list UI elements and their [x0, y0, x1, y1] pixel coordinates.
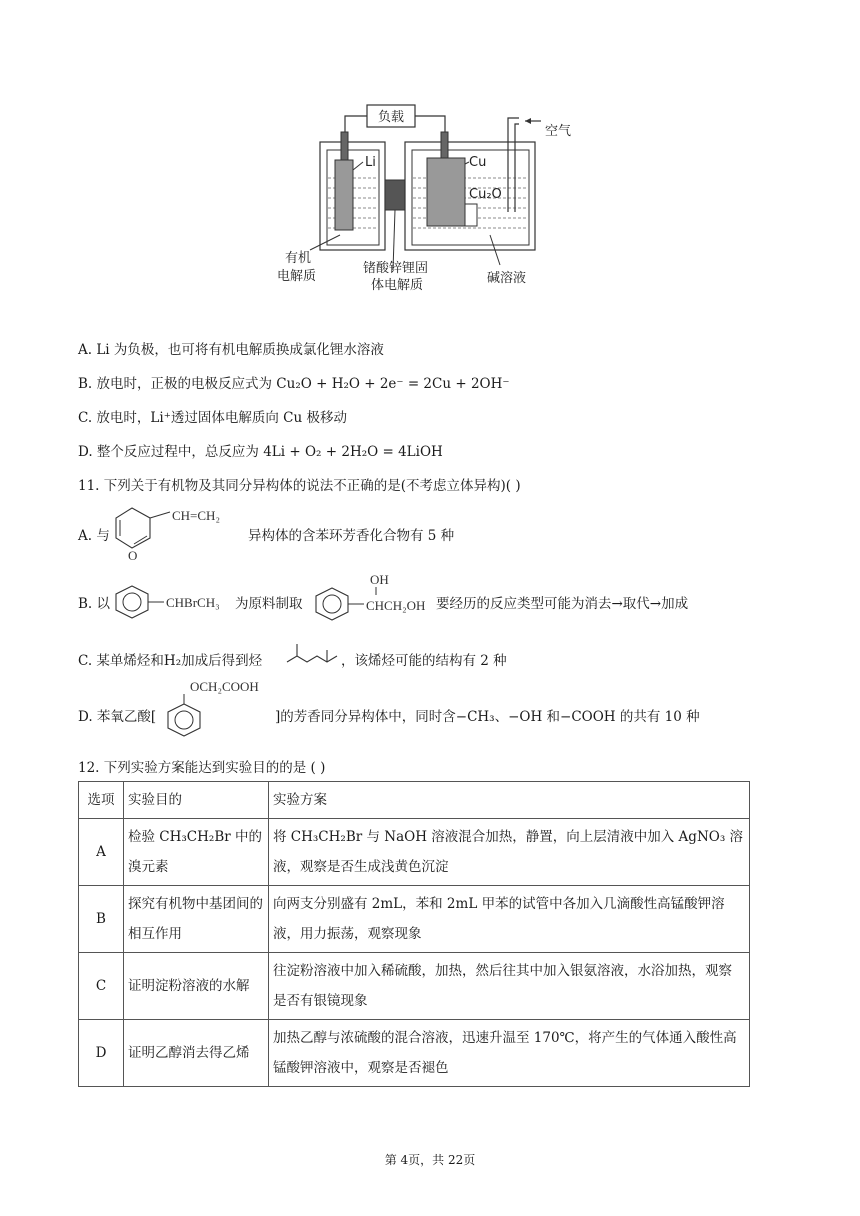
cu-label: Cu	[469, 155, 487, 170]
q11-option-d-prefix: D. 苯氧乙酸[	[78, 709, 157, 725]
battery-diagram	[275, 100, 595, 300]
li-label: Li	[365, 155, 376, 170]
row-purpose: 探究有机物中基团间的相互作用	[124, 886, 269, 953]
row-label: C	[79, 953, 124, 1020]
solid-electrolyte-label-2: 体电解质	[371, 278, 424, 293]
phenoxyacetic-acid-structure	[158, 676, 278, 748]
page-footer: 第 4页，共 22页	[384, 1153, 476, 1167]
dimethylpentane-skeletal	[283, 640, 341, 670]
row-purpose: 检验 CH₃CH₂Br 中的溴元素	[124, 819, 269, 886]
q11-option-a-prefix: A. 与	[78, 528, 110, 544]
q11-stem: 11. 下列关于有机物及其同分异构体的说法不正确的是(不考虑立体异构)( )	[78, 478, 521, 494]
row-plan: 将 CH₃CH₂Br 与 NaOH 溶液混合加热，静置，向上层清液中加入 AgNO₃ 溶液，观察是否生成浅黄色沉淀	[269, 819, 750, 886]
row-label: D	[79, 1020, 124, 1087]
cu2o-label: Cu₂O	[469, 187, 502, 202]
phenyl-ethanediol-structure	[312, 568, 437, 624]
b-mol2-label: CHCH₂OH	[366, 598, 426, 613]
organic-electrolyte-label-1: 有机	[285, 251, 312, 266]
table-row	[79, 1020, 750, 1087]
q11-option-d-suffix: ]的芳香同分异构体中，同时含−CH₃、−OH 和−COOH 的共有 10 种	[275, 709, 700, 725]
table-row	[79, 886, 750, 953]
row-purpose: 证明淀粉溶液的水解	[124, 953, 269, 1020]
q10-option-d: D. 整个反应过程中，总反应为 4Li + O₂ + 2H₂O = 4LiOH	[78, 444, 443, 460]
table-row	[79, 953, 750, 1020]
q12-stem: 12. 下列实验方案能达到实验目的的是 ( )	[78, 760, 326, 776]
q10-option-b: B. 放电时，正极的电极反应式为 Cu₂O + H₂O + 2e⁻ = 2Cu + 2OH⁻	[78, 376, 510, 392]
experiment-table	[78, 781, 750, 1087]
load-label: 负载	[377, 110, 405, 125]
row-plan: 向两支分别盛有 2mL，苯和 2mL 甲苯的试管中各加入几滴酸性高锰酸钾溶液，用力振荡，观察现象	[269, 886, 750, 953]
bromoethylbenzene-structure	[112, 582, 237, 622]
q11-option-b-prefix: B. 以	[78, 596, 111, 612]
b-mol2-oh: OH	[370, 572, 389, 587]
alkali-label: 碱溶液	[487, 271, 527, 286]
b-mol1-label: CHBrCH₃	[166, 595, 220, 610]
header-purpose: 实验目的	[124, 782, 269, 819]
row-label: B	[79, 886, 124, 953]
table-header-row	[79, 782, 750, 819]
svg-text:O: O	[128, 548, 138, 563]
header-option: 选项	[79, 782, 124, 819]
a-mol-label: CH=CH₂	[172, 508, 220, 523]
pyran-vinyl-structure	[112, 500, 247, 565]
q10-option-a: A. Li 为负极，也可将有机电解质换成氯化锂水溶液	[78, 342, 384, 358]
q10-option-c: C. 放电时，Li⁺透过固体电解质向 Cu 极移动	[78, 410, 347, 426]
q11-option-c-prefix: C. 某单烯烃和H₂加成后得到烃	[78, 653, 263, 669]
d-mol-label: OCH₂COOH	[190, 679, 259, 694]
row-label: A	[79, 819, 124, 886]
q11-option-b-mid: 为原料制取	[235, 596, 303, 612]
q11-option-b-suffix: 要经历的反应类型可能为消去→取代→加成	[436, 596, 689, 612]
row-purpose: 证明乙醇消去得乙烯	[124, 1020, 269, 1087]
row-plan: 加热乙醇与浓硫酸的混合溶液，迅速升温至 170℃，将产生的气体通入酸性高锰酸钾溶液中，观察是否褪色	[269, 1020, 750, 1087]
air-label: 空气	[545, 124, 572, 139]
q11-option-a-suffix: 异构体的含苯环芳香化合物有 5 种	[248, 528, 455, 544]
solid-electrolyte-label-1: 锗酸锌锂固	[363, 261, 429, 276]
table-row	[79, 819, 750, 886]
row-plan: 往淀粉溶液中加入稀硫酸，加热，然后往其中加入银氨溶液，水浴加热，观察是否有银镜现象	[269, 953, 750, 1020]
organic-electrolyte-label-2: 电解质	[277, 269, 317, 284]
header-plan: 实验方案	[269, 782, 750, 819]
q11-option-c-suffix: ，该烯烃可能的结构有 2 种	[341, 653, 507, 669]
